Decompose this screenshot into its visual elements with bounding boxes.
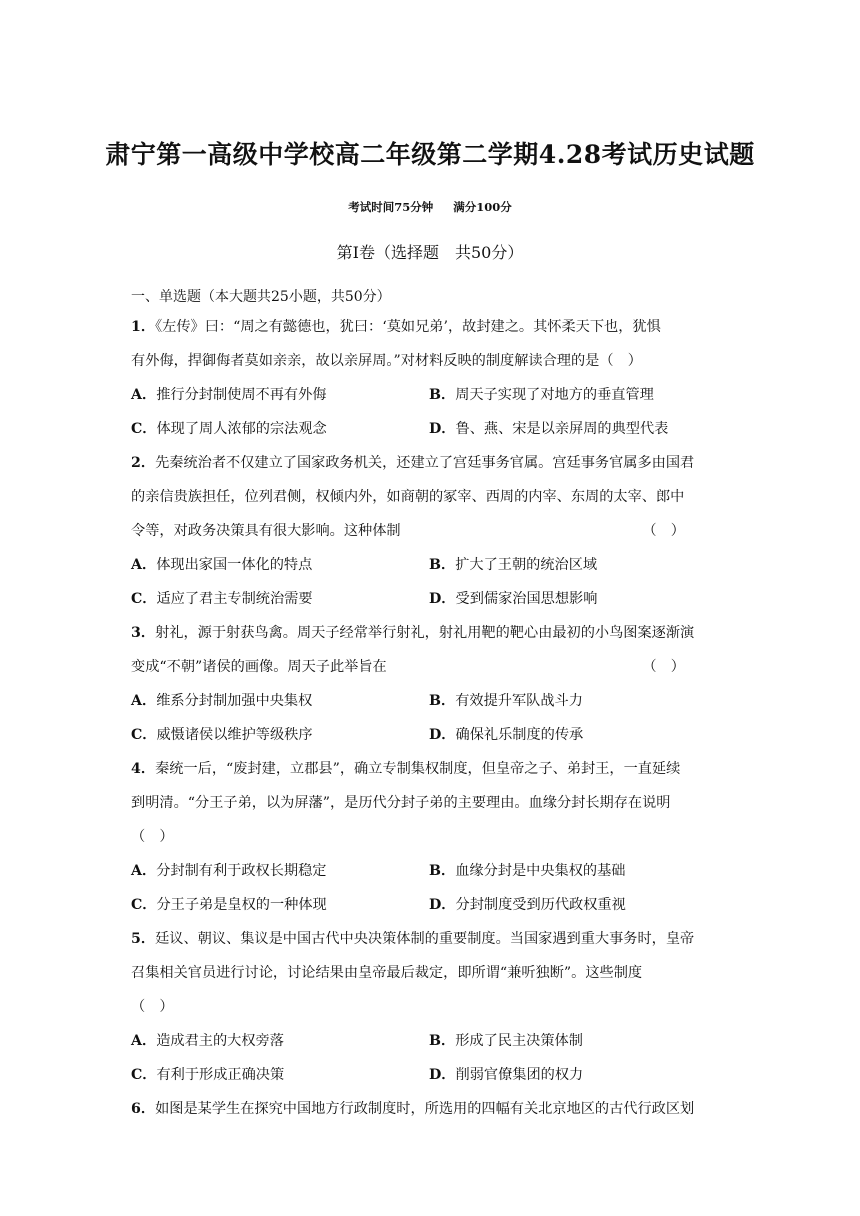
exam-info	[0, 199, 860, 215]
question-text: 秦统一后，“废封建，立郡县”，确立专制集权制度，但皇帝之子、弟封王，一直延续	[155, 761, 681, 777]
answer-blank: （ ）	[131, 999, 174, 1015]
question-number: 3．	[131, 625, 156, 641]
question-number: 2．	[131, 455, 156, 471]
exam-title: 肃宁第一高级中学校高二年级第二学期4.28考试历史试题	[105, 140, 755, 169]
exam-time: 考试时间75分钟	[348, 200, 434, 214]
exam-score: 满分100分	[453, 200, 512, 214]
question-2	[131, 446, 731, 616]
option-row	[131, 378, 731, 412]
question-text: 《左传》曰：“周之有懿德也，犹曰：‘莫如兄弟’，故封建之。其怀柔天下也，犹惧	[155, 319, 661, 335]
option-d[interactable]: D．削弱官僚集团的权力	[429, 1067, 584, 1083]
part-heading: 第Ⅰ卷（选择题 共50分）	[336, 243, 524, 262]
option-a[interactable]: A．推行分封制使周不再有外侮	[131, 387, 327, 403]
question-6	[131, 1092, 731, 1126]
section-heading: 一、单选题（本大题共25小题，共50分）	[131, 289, 391, 305]
question-3	[131, 616, 731, 752]
option-row	[131, 1024, 731, 1058]
option-a[interactable]: A．体现出家国一体化的特点	[131, 557, 313, 573]
question-text: 变成“不朝”诸侯的画像。周天子此举旨在	[131, 659, 387, 675]
answer-blank: （ ）	[642, 659, 685, 675]
option-c[interactable]: C．适应了君主专制统治需要	[131, 591, 313, 607]
question-1	[131, 310, 731, 446]
option-d[interactable]: D．鲁、燕、宋是以亲屏周的典型代表	[429, 421, 669, 437]
question-text: 廷议、朝议、集议是中国古代中央决策体制的重要制度。当国家遇到重大事务时，皇帝	[155, 931, 695, 947]
option-b[interactable]: B．血缘分封是中央集权的基础	[429, 863, 626, 879]
option-c[interactable]: C．分王子弟是皇权的一种体现	[131, 897, 327, 913]
question-number: 6．	[131, 1101, 156, 1117]
question-text: 到明清。“分王子弟，以为屏藩”，是历代分封子弟的主要理由。血缘分封长期存在说明	[131, 795, 671, 811]
option-b[interactable]: B．扩大了王朝的统治区域	[429, 557, 598, 573]
option-b[interactable]: B．形成了民主决策体制	[429, 1033, 583, 1049]
option-d[interactable]: D．分封制度受到历代政权重视	[429, 897, 626, 913]
question-text: 如图是某学生在探究中国地方行政制度时，所选用的四幅有关北京地区的古代行政区划	[155, 1101, 695, 1117]
option-row	[131, 718, 731, 752]
option-c[interactable]: C．体现了周人浓郁的宗法观念	[131, 421, 327, 437]
question-number: 5．	[131, 931, 156, 947]
question-number: 1．	[131, 319, 156, 335]
option-a[interactable]: A．造成君主的大权旁落	[131, 1033, 284, 1049]
question-4	[131, 752, 731, 922]
option-a[interactable]: A．分封制有利于政权长期稳定	[131, 863, 327, 879]
question-text: 的亲信贵族担任，位列君侧，权倾内外，如商朝的冢宰、西周的内宰、东周的太宰、郎中	[131, 489, 685, 505]
option-a[interactable]: A．维系分封制加强中央集权	[131, 693, 313, 709]
option-row	[131, 582, 731, 616]
question-text: 有外侮，捍御侮者莫如亲亲，故以亲屏周。”对材料反映的制度解读合理的是（ ）	[131, 353, 642, 369]
question-text: 先秦统治者不仅建立了国家政务机关，还建立了宫廷事务官属。宫廷事务官属多由国君	[155, 455, 695, 471]
option-row	[131, 854, 731, 888]
option-row	[131, 1058, 731, 1092]
option-row	[131, 888, 731, 922]
option-d[interactable]: D．受到儒家治国思想影响	[429, 591, 598, 607]
question-text: 令等，对政务决策具有很大影响。这种体制	[131, 523, 401, 539]
option-c[interactable]: C．威慑诸侯以维护等级秩序	[131, 727, 313, 743]
answer-blank: （ ）	[131, 829, 174, 845]
question-text: 射礼，源于射获鸟禽。周天子经常举行射礼，射礼用靶的靶心由最初的小鸟图案逐渐演	[155, 625, 695, 641]
answer-blank: （ ）	[642, 523, 685, 539]
option-d[interactable]: D．确保礼乐制度的传承	[429, 727, 584, 743]
question-5	[131, 922, 731, 1092]
question-number: 4．	[131, 761, 156, 777]
option-row	[131, 684, 731, 718]
option-b[interactable]: B．周天子实现了对地方的垂直管理	[429, 387, 654, 403]
option-row	[131, 412, 731, 446]
option-c[interactable]: C．有利于形成正确决策	[131, 1067, 285, 1083]
option-b[interactable]: B．有效提升军队战斗力	[429, 693, 583, 709]
question-area	[131, 284, 731, 1126]
option-row	[131, 548, 731, 582]
question-text: 召集相关官员进行讨论，讨论结果由皇帝最后裁定，即所谓“兼听独断”。这些制度	[131, 965, 643, 981]
